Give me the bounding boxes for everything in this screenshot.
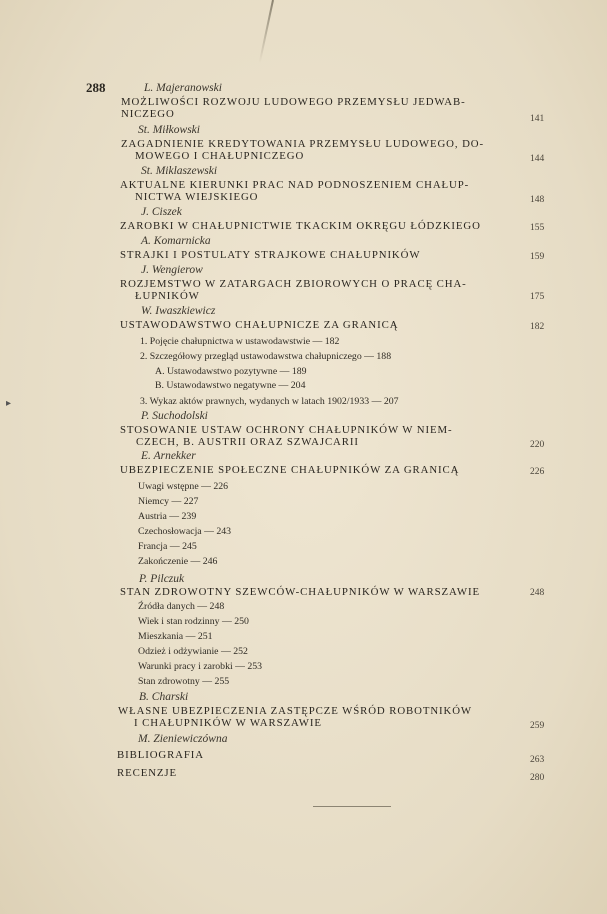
entry-author: L. Majeranowski — [144, 82, 222, 94]
subsection-item: Odzież i odżywianie — 252 — [138, 646, 248, 657]
entry-author: W. Iwaszkiewicz — [141, 305, 216, 317]
entry-page: 148 — [530, 195, 545, 205]
entry-author: P. Pilczuk — [139, 573, 185, 585]
entry-page: 175 — [530, 292, 545, 302]
entry-page: 141 — [530, 114, 545, 124]
subsection-item: B. Ustawodawstwo negatywne — 204 — [155, 380, 306, 391]
entry-author: St. Miklaszewski — [141, 165, 218, 177]
subsection-item: Francja — 245 — [138, 541, 197, 552]
subsection-item: A. Ustawodawstwo pozytywne — 189 — [155, 366, 307, 377]
page-number: 288 — [86, 80, 106, 95]
entry-title-cont: CZECH, B. AUSTRII ORAZ SZWAJCARII — [136, 436, 359, 448]
entry-title: USTAWODAWSTWO CHAŁUPNICZE ZA GRANICĄ — [120, 319, 399, 331]
entry-author: B. Charski — [139, 691, 189, 703]
subsection-item: Źródła danych — 248 — [138, 601, 225, 612]
entry-author: J. Ciszek — [141, 206, 182, 218]
entry-author: J. Wengierow — [141, 264, 203, 276]
subsection-item: Uwagi wstępne — 226 — [138, 481, 229, 492]
entry-title: ZAGADNIENIE KREDYTOWANIA PRZEMYSŁU LUDOWEGO, DO- — [121, 138, 484, 150]
entry-title: STAN ZDROWOTNY SZEWCÓW-CHAŁUPNIKÓW W WARSZAWIE — [120, 586, 480, 598]
subsection-item: Austria — 239 — [138, 511, 197, 522]
entry-author: P. Suchodolski — [141, 410, 208, 422]
subsection-item: Czechosłowacja — 243 — [138, 526, 232, 537]
subsection-item: Stan zdrowotny — 255 — [138, 676, 230, 687]
entry-page: 159 — [530, 252, 545, 262]
subsection-item: Zakończenie — 246 — [138, 556, 218, 567]
subsection-item: 1. Pojęcie chałupnictwa w ustawodawstwie — 182 — [140, 336, 340, 347]
entry-author: E. Arnekker — [141, 450, 196, 462]
subsection-item: Wiek i stan rodzinny — 250 — [138, 616, 249, 627]
entry-page: 220 — [530, 440, 545, 450]
entry-title: WŁASNE UBEZPIECZENIA ZASTĘPCZE WŚRÓD ROBOTNIKÓW — [118, 705, 472, 717]
subsection-item: Warunki pracy i zarobki — 253 — [138, 661, 263, 672]
entry-title-cont: ŁUPNIKÓW — [135, 290, 200, 302]
subsection-item: Niemcy — 227 — [138, 496, 199, 507]
subsection-item: 3. Wykaz aktów prawnych, wydanych w latach 1902/1933 — 207 — [140, 396, 399, 407]
entry-page: 263 — [530, 755, 545, 765]
entry-title: STRAJKI I POSTULATY STRAJKOWE CHAŁUPNIKÓW — [120, 249, 421, 261]
entry-title-cont: MOWEGO I CHAŁUPNICZEGO — [135, 150, 305, 162]
entry-author: St. Miłkowski — [138, 124, 200, 136]
entry-page: 248 — [530, 588, 545, 598]
entry-title: AKTUALNE KIERUNKI PRAC NAD PODNOSZENIEM CHAŁUP- — [120, 179, 470, 191]
end-rule — [313, 806, 391, 807]
entry-page: 226 — [530, 467, 545, 477]
entry-page: 155 — [530, 223, 545, 233]
margin-mark: ▸ — [6, 398, 12, 409]
entry-title-cont: I CHAŁUPNIKÓW W WARSZAWIE — [134, 717, 322, 729]
entry-title: MOŻLIWOŚCI ROZWOJU LUDOWEGO PRZEMYSŁU JEDWAB- — [121, 96, 466, 108]
entry-title: ZAROBKI W CHAŁUPNICTWIE TKACKIM OKRĘGU ŁÓDZKIEGO — [120, 220, 481, 232]
entry-title: UBEZPIECZENIE SPOŁECZNE CHAŁUPNIKÓW ZA GRANICĄ — [120, 464, 460, 476]
entry-title: RECENZJE — [117, 767, 177, 779]
entry-title: ROZJEMSTWO W ZATARGACH ZBIOROWYCH O PRACĘ CHA- — [120, 278, 467, 290]
entry-page: 182 — [530, 322, 545, 332]
entry-page: 259 — [530, 721, 545, 731]
entry-page: 144 — [530, 154, 545, 164]
entry-title-cont: NICTWA WIEJSKIEGO — [135, 191, 259, 203]
subsection-item: 2. Szczegółowy przegląd ustawodawstwa chałupniczego — 188 — [140, 351, 392, 362]
entry-title-cont: NICZEGO — [121, 108, 175, 120]
pencil-mark — [259, 0, 274, 63]
subsection-item: Mieszkania — 251 — [138, 631, 213, 642]
entry-author: A. Komarnicka — [141, 235, 211, 247]
entry-author: M. Zieniewiczówna — [138, 733, 228, 745]
entry-page: 280 — [530, 773, 545, 783]
entry-title: BIBLIOGRAFIA — [117, 749, 204, 761]
entry-title: STOSOWANIE USTAW OCHRONY CHAŁUPNIKÓW W NIEM- — [120, 424, 453, 436]
